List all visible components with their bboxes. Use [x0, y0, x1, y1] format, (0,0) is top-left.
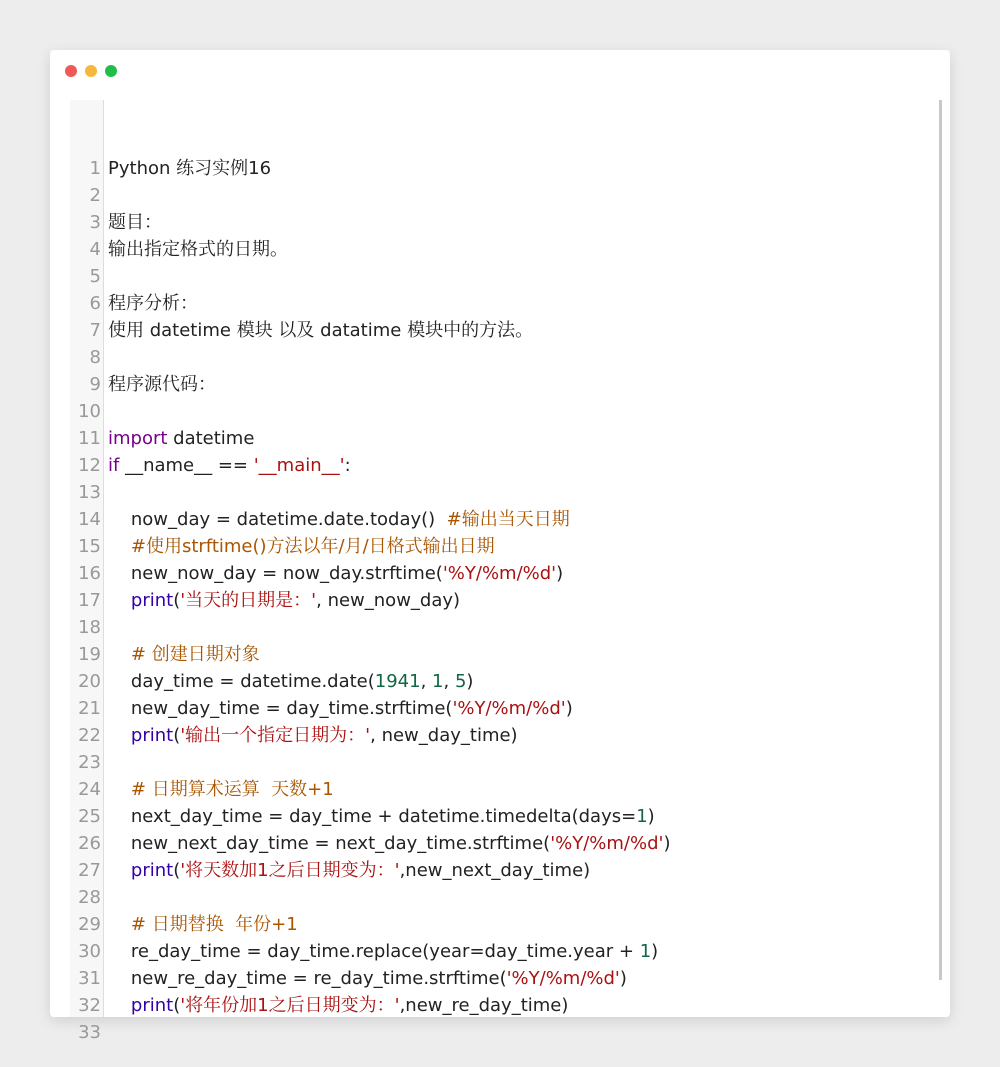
token-text: ( — [173, 590, 181, 611]
token-text: day_time = datetime.date( — [108, 671, 375, 692]
code-line — [70, 641, 942, 668]
token-text — [108, 725, 131, 746]
code-line — [70, 506, 942, 533]
code-line — [70, 992, 942, 1019]
token-text: , new_now_day) — [316, 590, 461, 611]
line-number: 22 — [78, 725, 101, 746]
code-line — [70, 425, 942, 452]
token-comment: #输出当天日期 — [446, 509, 570, 530]
code-line — [70, 263, 942, 290]
code-line — [70, 695, 942, 722]
code-text — [108, 290, 198, 317]
code-line — [70, 911, 942, 938]
code-text — [108, 452, 351, 479]
code-text — [108, 668, 473, 695]
close-button[interactable] — [65, 65, 77, 77]
token-text: datetime — [167, 428, 255, 449]
line-number: 5 — [89, 266, 101, 287]
line-number: 19 — [78, 644, 101, 665]
line-number: 7 — [89, 320, 101, 341]
token-text: __name__ == — [119, 455, 254, 476]
token-comment: # 日期替换 年份+1 — [130, 914, 298, 935]
token-text — [108, 590, 131, 611]
token-text: : — [344, 455, 351, 476]
token-builtin: print — [130, 725, 174, 746]
code-line — [70, 749, 942, 776]
token-text: ( — [173, 860, 181, 881]
token-string: '__main__' — [253, 455, 345, 476]
token-builtin: print — [130, 860, 174, 881]
code-line — [70, 668, 942, 695]
token-text: new_re_day_time = re_day_time.strftime( — [108, 968, 507, 989]
token-text: ,new_re_day_time) — [399, 995, 569, 1016]
line-number: 27 — [78, 860, 101, 881]
token-text: , — [420, 671, 433, 692]
line-number: 26 — [78, 833, 101, 854]
token-string: '输出一个指定日期为：' — [180, 725, 371, 746]
code-line — [70, 587, 942, 614]
code-line — [70, 452, 942, 479]
token-text: ( — [173, 725, 181, 746]
code-text — [108, 938, 658, 965]
code-line — [70, 830, 942, 857]
line-number: 15 — [78, 536, 101, 557]
line-number: 4 — [89, 239, 101, 260]
token-text: re_day_time = day_time.replace(year=day_time.year + — [108, 941, 640, 962]
token-text — [108, 860, 131, 881]
code-line — [70, 290, 942, 317]
token-text — [108, 536, 131, 557]
code-line — [70, 533, 942, 560]
minimize-button[interactable] — [85, 65, 97, 77]
token-text — [108, 779, 131, 800]
line-number: 23 — [78, 752, 101, 773]
line-number: 21 — [78, 698, 101, 719]
line-number: 3 — [89, 212, 101, 233]
code-text — [108, 695, 573, 722]
code-line — [70, 1019, 942, 1046]
code-text — [108, 722, 518, 749]
line-number: 14 — [78, 509, 101, 530]
token-text: , new_day_time) — [370, 725, 518, 746]
code-text — [108, 641, 260, 668]
line-number: 10 — [78, 401, 101, 422]
code-line — [70, 236, 942, 263]
code-text — [108, 965, 627, 992]
line-number: 33 — [78, 1022, 101, 1043]
token-text: new_day_time = day_time.strftime( — [108, 698, 453, 719]
line-number: 24 — [78, 779, 101, 800]
token-text: 使用 datetime 模块 以及 datatime 模块中的方法。 — [108, 320, 534, 341]
code-text — [108, 506, 570, 533]
line-number: 13 — [78, 482, 101, 503]
token-text: ) — [663, 833, 671, 854]
token-comment: # 创建日期对象 — [130, 644, 260, 665]
code-editor[interactable] — [70, 100, 942, 1043]
code-line — [70, 317, 942, 344]
code-line — [70, 722, 942, 749]
code-line — [70, 614, 942, 641]
token-text: 题目： — [108, 212, 162, 233]
token-number: 1 — [432, 671, 444, 692]
token-text: ) — [619, 968, 627, 989]
token-string: '%Y/%m/%d' — [452, 698, 566, 719]
line-number: 25 — [78, 806, 101, 827]
token-text: ) — [565, 698, 573, 719]
code-text — [108, 992, 568, 1019]
code-text — [108, 533, 495, 560]
token-text: 输出指定格式的日期。 — [108, 239, 288, 260]
code-text — [108, 587, 460, 614]
token-text: ) — [556, 563, 564, 584]
line-number: 29 — [78, 914, 101, 935]
maximize-button[interactable] — [105, 65, 117, 77]
line-number: 30 — [78, 941, 101, 962]
code-line — [70, 155, 942, 182]
code-text — [108, 560, 563, 587]
token-keyword: import — [108, 428, 168, 449]
code-text — [108, 425, 254, 452]
code-line — [70, 776, 942, 803]
line-number: 1 — [89, 158, 101, 179]
token-text: ) — [647, 806, 655, 827]
token-string: '将天数加1之后日期变为：' — [180, 860, 400, 881]
code-text — [108, 155, 271, 182]
code-line — [70, 371, 942, 398]
token-text — [108, 644, 131, 665]
token-builtin: print — [130, 590, 174, 611]
token-text: , — [443, 671, 455, 692]
code-line — [70, 209, 942, 236]
token-builtin: print — [130, 995, 174, 1016]
code-line — [70, 938, 942, 965]
code-lines — [70, 155, 942, 1046]
token-string: '将年份加1之后日期变为：' — [180, 995, 400, 1016]
line-number: 16 — [78, 563, 101, 584]
line-number: 8 — [89, 347, 101, 368]
token-text: 程序源代码： — [108, 374, 216, 395]
token-text: now_day = datetime.date.today() — [108, 509, 447, 530]
code-text — [108, 830, 671, 857]
token-text: ) — [466, 671, 474, 692]
token-keyword: if — [108, 455, 120, 476]
vertical-scrollbar[interactable] — [939, 100, 942, 980]
token-string: '%Y/%m/%d' — [506, 968, 620, 989]
token-text — [108, 914, 131, 935]
code-window — [50, 50, 950, 1043]
token-text: next_day_time = day_time + datetime.timedelta(days= — [108, 806, 637, 827]
token-number: 1941 — [374, 671, 421, 692]
code-text — [108, 371, 216, 398]
token-string: '%Y/%m/%d' — [442, 563, 557, 584]
code-text — [108, 803, 655, 830]
token-text: ) — [651, 941, 659, 962]
line-number: 9 — [89, 374, 101, 395]
line-number: 28 — [78, 887, 101, 908]
code-line — [70, 182, 942, 209]
line-number: 32 — [78, 995, 101, 1016]
line-number: 18 — [78, 617, 101, 638]
line-number: 12 — [78, 455, 101, 476]
code-text — [108, 236, 288, 263]
code-line — [70, 479, 942, 506]
token-comment: #使用strftime()方法以年/月/日格式输出日期 — [130, 536, 495, 557]
window-controls — [65, 65, 117, 77]
token-string: '%Y/%m/%d' — [550, 833, 664, 854]
code-text — [108, 857, 590, 884]
line-number: 17 — [78, 590, 101, 611]
code-line — [70, 965, 942, 992]
token-text: Python 练习实例16 — [108, 158, 272, 179]
line-number: 11 — [78, 428, 101, 449]
code-line — [70, 344, 942, 371]
line-number: 6 — [89, 293, 101, 314]
token-text: new_now_day = now_day.strftime( — [108, 563, 443, 584]
code-line — [70, 398, 942, 425]
code-text — [108, 776, 334, 803]
code-line — [70, 884, 942, 911]
code-line — [70, 560, 942, 587]
code-text — [108, 911, 298, 938]
token-comment: # 日期算术运算 天数+1 — [130, 779, 334, 800]
token-text: 程序分析： — [108, 293, 198, 314]
line-number: 2 — [89, 185, 101, 206]
code-line — [70, 857, 942, 884]
token-number: 1 — [639, 941, 652, 962]
line-number: 20 — [78, 671, 101, 692]
code-text — [108, 317, 533, 344]
token-text: new_next_day_time = next_day_time.strftime( — [108, 833, 551, 854]
token-text: ,new_next_day_time) — [399, 860, 591, 881]
token-string: '当天的日期是：' — [180, 590, 317, 611]
line-number: 31 — [78, 968, 101, 989]
token-text — [108, 995, 131, 1016]
code-line — [70, 803, 942, 830]
token-text: ( — [173, 995, 181, 1016]
code-text — [108, 209, 162, 236]
token-number: 1 — [636, 806, 648, 827]
token-number: 5 — [454, 671, 467, 692]
